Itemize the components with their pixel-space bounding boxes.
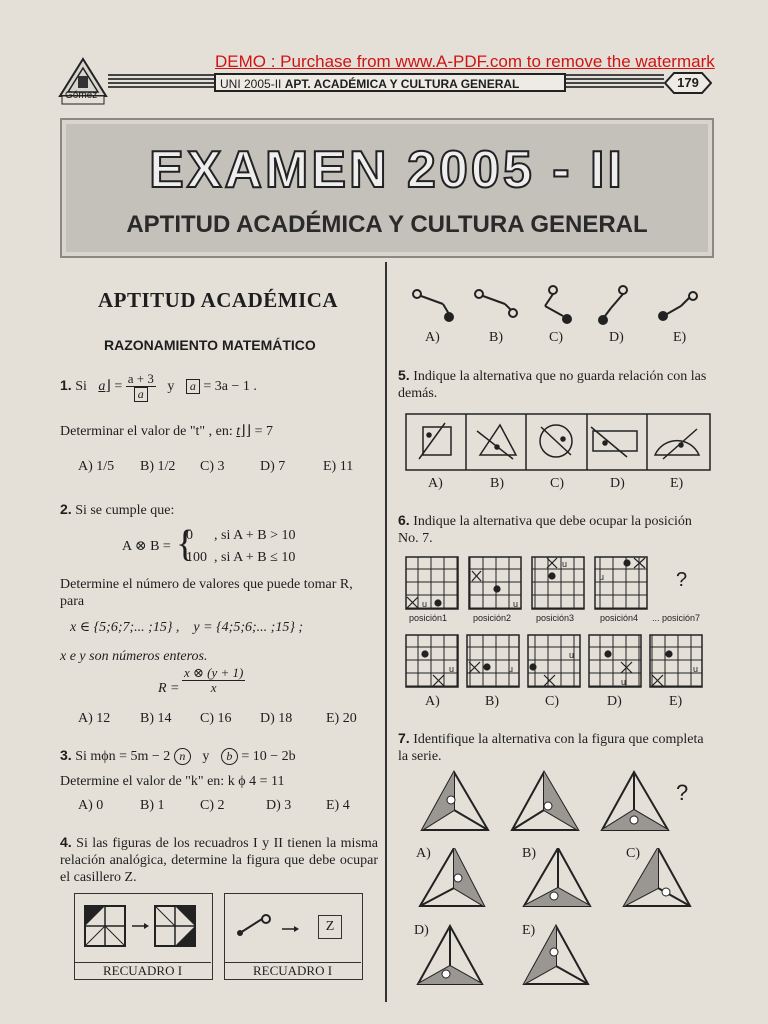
q4-option-labels (425, 330, 705, 350)
q3-number: 3. (60, 747, 72, 763)
svg-text:u: u (569, 650, 575, 660)
q1-eq-box: t (236, 424, 241, 439)
recuadro-1-label: RECUADRO I (74, 962, 211, 979)
q7-option-d[interactable]: D) (414, 923, 429, 938)
q3-y: y (202, 749, 210, 764)
q7-text-body: Identifique la alternativa con la figura que completa la serie. (398, 732, 704, 764)
q2-text3: x e y son números enteros. (60, 649, 208, 664)
q6-pos3: posición3 (536, 613, 575, 623)
q5-text-body: Indique la alternativa que no guarda relación con las demás. (398, 369, 707, 401)
q4-option-a[interactable]: A) (425, 330, 440, 345)
q1-def2-rhs: = 3a − 1 . (203, 379, 257, 395)
q1-option-e[interactable]: E) 11 (323, 459, 354, 474)
q6-option-c[interactable]: C) (545, 694, 559, 709)
q1-options (78, 459, 378, 479)
q2-option-a[interactable]: A) 12 (78, 711, 111, 726)
q6-option-d[interactable]: D) (607, 694, 622, 709)
q2-option-e[interactable]: E) 20 (326, 711, 357, 726)
page-number: 179 (677, 75, 699, 90)
q1-def2-box: a (186, 379, 200, 394)
q1-prompt-text: Determinar el valor de "t" , en: (60, 424, 233, 439)
q2-text1: Determine el número de valores que puede tomar R, (60, 577, 353, 592)
watermark[interactable]: DEMO : Purchase from www.A-PDF.com to remove the watermark (215, 52, 715, 71)
q6-number: 6. (398, 512, 410, 528)
q2-number: 2. (60, 501, 72, 517)
q5-option-e[interactable]: E) (670, 476, 684, 491)
q6-option-grids-icon (405, 634, 705, 689)
header-bold: APT. ACADÉMICA Y CULTURA GENERAL (284, 77, 520, 91)
section-heading: APTITUD ACADÉMICA (98, 288, 339, 312)
q5-option-labels (428, 476, 708, 496)
exam-subtitle: APTITUD ACADÉMICA Y CULTURA GENERAL (126, 211, 648, 238)
q4-number: 4. (60, 834, 72, 850)
q7-series-triangles-icon (420, 768, 680, 836)
q2-r-den: x (210, 680, 217, 695)
q6-question-mark: ? (676, 569, 688, 591)
q4-text-body: Si las figuras de los recuadros I y II tienen la misma relación analógica, determine la figura que debe ocupar el casillero Z. (60, 836, 378, 885)
q7-question-mark: ? (676, 780, 689, 805)
q6-text-body: Indique la alternativa que debe ocupar la posición No. 7. (398, 514, 692, 546)
q3-prompt: Determine el valor de "k" en: k ϕ 4 = 11 (60, 774, 285, 789)
recuadro-2-figure-icon (232, 905, 312, 950)
q5-figures-icon (405, 413, 711, 471)
q6-option-a[interactable]: A) (425, 694, 440, 709)
q2-text2: para (60, 594, 85, 609)
q4-text (60, 834, 378, 886)
q3-option-d[interactable]: D) 3 (266, 798, 292, 813)
q2-intro-text: Si se cumple que: (75, 503, 175, 518)
svg-text:u: u (693, 664, 699, 674)
svg-text:u: u (599, 572, 605, 582)
q6-pos7: ... posición7 (652, 613, 701, 623)
q2-option-c[interactable]: C) 16 (200, 711, 232, 726)
q1-option-a[interactable]: A) 1/5 (78, 459, 115, 474)
q2-case2: 100 , si A + B ≤ 10 (186, 550, 296, 565)
q2-lhs: A ⊗ B = (122, 539, 171, 554)
q3-circle-b: b (221, 748, 238, 765)
q6-position-grids-icon (405, 556, 705, 611)
q5-option-b[interactable]: B) (490, 476, 504, 491)
svg-text:u: u (513, 599, 519, 609)
svg-text:u: u (562, 559, 568, 569)
q7-option-triangles-icon (414, 848, 704, 988)
q3-option-c[interactable]: C) 2 (200, 798, 225, 813)
q5-option-d[interactable]: D) (610, 476, 625, 491)
recuadro-2-label: RECUADRO I (224, 962, 361, 979)
q3-option-b[interactable]: B) 1 (140, 798, 165, 813)
q6-pos4: posición4 (600, 613, 639, 623)
q6-text (398, 512, 716, 547)
q2-sets: x ∈ {5;6;7;... ;15} , y = {4;5;6;... ;15} ; (70, 620, 304, 635)
header-left: UNI 2005-II (220, 77, 285, 91)
svg-text:u: u (422, 599, 428, 609)
q7-number: 7. (398, 730, 410, 746)
q1-eq-rhs: = 7 (254, 424, 273, 439)
q3-def: Si mϕn = 5m − 2 (75, 749, 171, 764)
q1-def1-lhs: a (98, 379, 106, 395)
q3-definition (60, 747, 296, 765)
q2-r-lhs: R = (158, 681, 180, 696)
q2-brace: { (176, 523, 195, 565)
q4-option-b[interactable]: B) (489, 330, 503, 345)
q4-box-z: Z (318, 915, 342, 939)
q2-options (78, 711, 378, 731)
q6-option-e[interactable]: E) (669, 694, 683, 709)
svg-text:u: u (508, 664, 514, 674)
q1-def1-den: a (134, 387, 148, 402)
q7-option-a[interactable]: A) (416, 846, 431, 861)
q5-number: 5. (398, 367, 410, 383)
header-stripes-left (108, 74, 214, 88)
exam-title: EXAMEN 2005 - II (149, 141, 625, 199)
q1-option-c[interactable]: C) 3 (200, 459, 225, 474)
column-divider (385, 262, 387, 1002)
q3-option-e[interactable]: E) 4 (326, 798, 350, 813)
q1-number: 1. (60, 377, 72, 394)
q7-option-e[interactable]: E) (522, 923, 536, 938)
q1-y: y (167, 379, 175, 395)
q3-rhs: = 10 − 2b (241, 749, 296, 764)
q6-pos2: posición2 (473, 613, 512, 623)
recuadro-1-figures-icon (80, 900, 200, 955)
q1-def1-fraction (126, 372, 156, 402)
q4-option-figures-icon (405, 282, 705, 332)
q1-def1-num: a + 3 (127, 371, 154, 386)
q2-r-fraction (182, 666, 245, 695)
q7-option-c[interactable]: C) (626, 846, 640, 861)
q6-pos1: posición1 (409, 613, 448, 623)
logo-label: Gómez (65, 90, 98, 101)
subsection-heading: RAZONAMIENTO MATEMÁTICO (104, 337, 316, 353)
q5-text (398, 367, 716, 402)
q7-option-b[interactable]: B) (522, 846, 536, 861)
q2-option-d[interactable]: D) 18 (260, 711, 293, 726)
q3-circle-n: n (174, 748, 191, 765)
q3-option-a[interactable]: A) 0 (78, 798, 104, 813)
q6-option-b[interactable]: B) (485, 694, 499, 709)
q6-option-labels (425, 694, 705, 714)
q4-option-d[interactable]: D) (609, 330, 624, 345)
q2-intro (60, 501, 174, 519)
svg-text:u: u (621, 677, 627, 687)
q4-option-e[interactable]: E) (673, 330, 687, 345)
q7-text (398, 730, 716, 765)
svg-text:u: u (449, 664, 455, 674)
header-stripes-right (566, 74, 664, 88)
q4-option-c[interactable]: C) (549, 330, 563, 345)
q3-options (78, 798, 378, 818)
q1-option-d[interactable]: D) 7 (260, 459, 286, 474)
q5-option-c[interactable]: C) (550, 476, 564, 491)
q2-option-b[interactable]: B) 14 (140, 711, 172, 726)
q1-option-b[interactable]: B) 1/2 (140, 459, 176, 474)
q1-si: Si (75, 379, 87, 395)
q2-case1: 0 , si A + B > 10 (186, 528, 296, 543)
q2-r-num: x ⊗ (y + 1) (184, 665, 244, 680)
q1-definition: 1. Si a⌋ = $\frac{a + 3}{a}$ y a = 3a − 1 . (60, 371, 257, 401)
page-header (214, 73, 566, 92)
q5-option-a[interactable]: A) (428, 476, 443, 491)
q1-prompt: Determinar el valor de "t" , en: t⌋⌋ = 7 (60, 424, 273, 439)
